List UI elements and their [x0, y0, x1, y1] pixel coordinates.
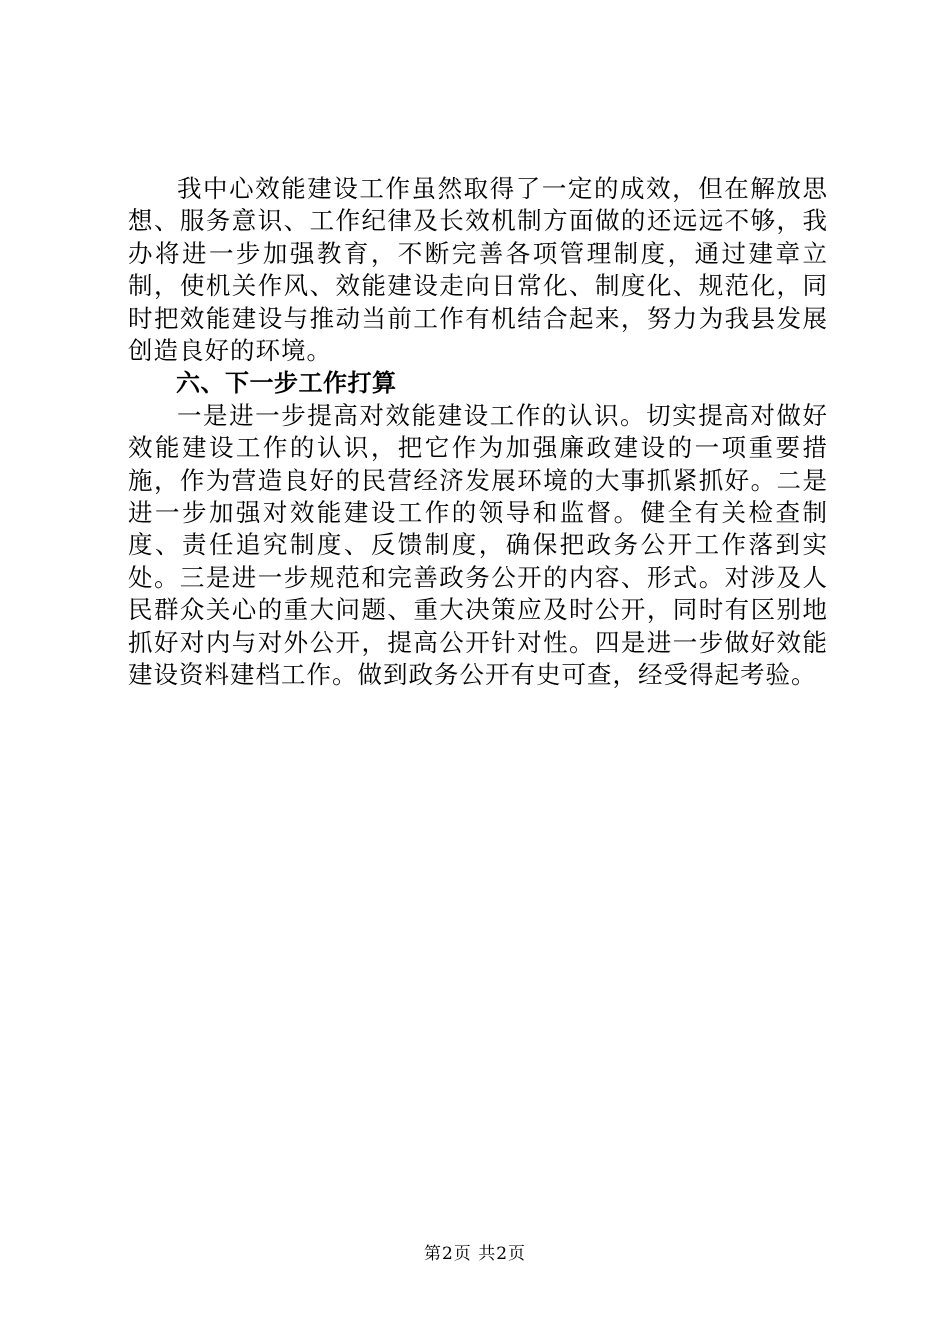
section-heading-next-steps: 六、下一步工作打算 — [176, 369, 397, 398]
paragraph-next-steps: 一是进一步提高对效能建设工作的认识。切实提高对做好效能建设工作的认识，把它作为加强廉政建设的一项重要措施，作为营造良好的民营经济发展环境的大事抓紧抓好。二是进一步加强对效能建设工作的领导和监督。健全有关检查制度、责任追究制度、反馈制度，确保把政务公开工作落到实处。三是进一步规范和完善政务公开的内容、形式。对涉及人民群众关心的重大问题、重大决策应及时公开，同时有区别地抓好对内与对外公开，提高公开针对性。四是进一步做好效能建设资料建档工作。做到政务公开有史可查，经受得起考验。 — [128, 400, 828, 690]
page-footer — [0, 1242, 950, 1266]
document-body — [128, 173, 828, 692]
paragraph-efficiency-summary: 我中心效能建设工作虽然取得了一定的成效，但在解放思想、服务意识、工作纪律及长效机制方面做的还远远不够，我办将进一步加强教育，不断完善各项管理制度，通过建章立制，使机关作风、效能建设走向日常化、制度化、规范化，同时把效能建设与推动当前工作有机结合起来，努力为我县发展创造良好的环境。 — [128, 174, 828, 366]
page-number-indicator: 第2页 共2页 — [423, 1244, 527, 1264]
